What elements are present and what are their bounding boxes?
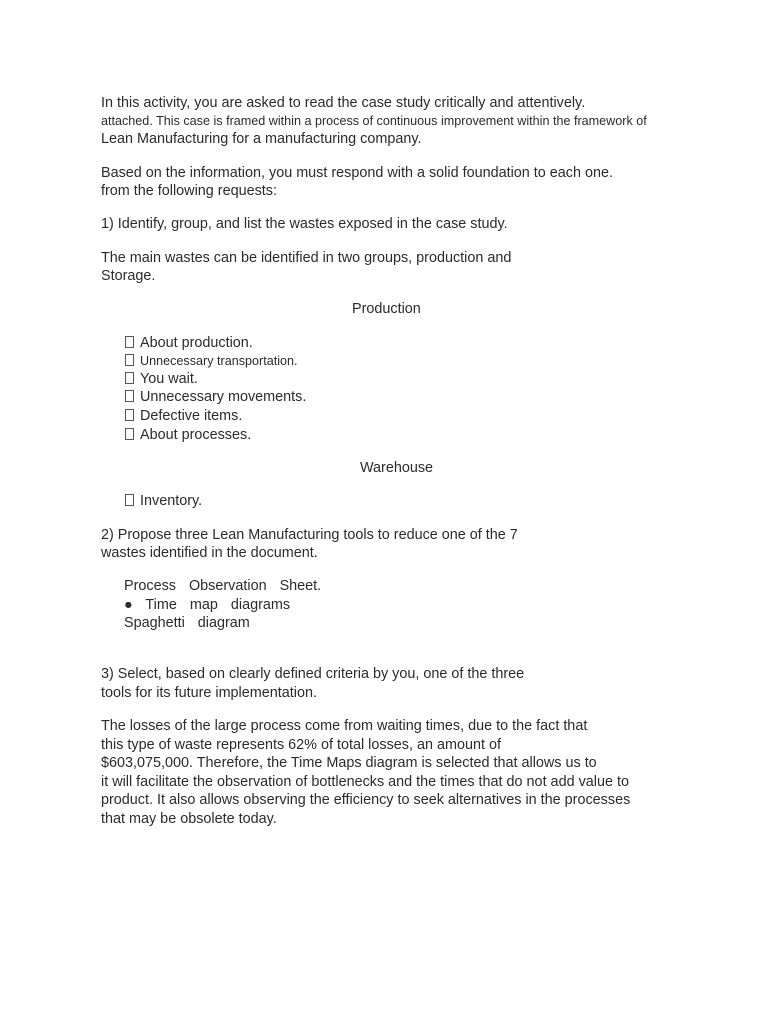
list-item-label: About production.: [140, 335, 253, 351]
checkbox-glyph-icon: [125, 354, 134, 366]
tool-item: ● Time map diagrams: [124, 597, 291, 613]
list-item-label: Inventory.: [140, 493, 203, 509]
list-item-label: Defective items.: [140, 408, 243, 424]
basis-line-1: Based on the information, you must respond with a solid foundation to each one.: [101, 165, 613, 181]
q3-answer-line: product. It also allows observing the efficiency to seek alternatives in the processes: [101, 792, 631, 808]
list-item-label: You wait.: [140, 371, 198, 387]
question-3-line-1: 3) Select, based on clearly defined criteria by you, one of the three: [101, 666, 525, 682]
q3-answer-line: $603,075,000. Therefore, the Time Maps diagram is selected that allows us to: [101, 755, 597, 771]
checkbox-glyph-icon: [125, 336, 134, 348]
tool-item: Process Observation Sheet.: [124, 578, 322, 594]
intro-line-3: Lean Manufacturing for a manufacturing company.: [101, 131, 422, 147]
question-3-line-2: tools for its future implementation.: [101, 685, 317, 701]
q3-answer-line: it will facilitate the observation of bottlenecks and the times that do not add value to: [101, 774, 629, 790]
checkbox-glyph-icon: [125, 372, 134, 384]
warehouse-heading: Warehouse: [360, 460, 434, 476]
checkbox-glyph-icon: [125, 494, 134, 506]
list-item-label: Unnecessary transportation.: [140, 354, 298, 368]
list-item: [125, 370, 198, 388]
checkbox-glyph-icon: [125, 428, 134, 440]
question-2-line-2: wastes identified in the document.: [101, 545, 318, 561]
list-item: [125, 352, 298, 370]
q3-answer-line: The losses of the large process come from waiting times, due to the fact that: [101, 718, 588, 734]
list-item: [125, 426, 251, 444]
q3-answer-line: that may be obsolete today.: [101, 811, 277, 827]
basis-line-2: from the following requests:: [101, 183, 277, 199]
intro-line-1: In this activity, you are asked to read the case study critically and attentively.: [101, 95, 586, 111]
tool-item: Spaghetti diagram: [124, 615, 250, 631]
q3-answer-line: this type of waste represents 62% of total losses, an amount of: [101, 737, 501, 753]
checkbox-glyph-icon: [125, 409, 134, 421]
list-item: [125, 388, 306, 406]
list-item-label: About processes.: [140, 427, 252, 443]
q1-answer-line-1: The main wastes can be identified in two groups, production and: [101, 250, 512, 266]
intro-line-2: attached. This case is framed within a process of continuous improvement within the framework of: [101, 114, 647, 128]
list-item: [125, 334, 253, 352]
production-heading: Production: [352, 301, 421, 317]
q1-answer-line-2: Storage.: [101, 268, 156, 284]
list-item: [125, 407, 242, 425]
question-2-line-1: 2) Propose three Lean Manufacturing tools to reduce one of the 7: [101, 527, 518, 543]
checkbox-glyph-icon: [125, 390, 134, 402]
list-item-label: Unnecessary movements.: [140, 389, 307, 405]
question-1: 1) Identify, group, and list the wastes exposed in the case study.: [101, 216, 508, 232]
list-item: [125, 492, 202, 510]
